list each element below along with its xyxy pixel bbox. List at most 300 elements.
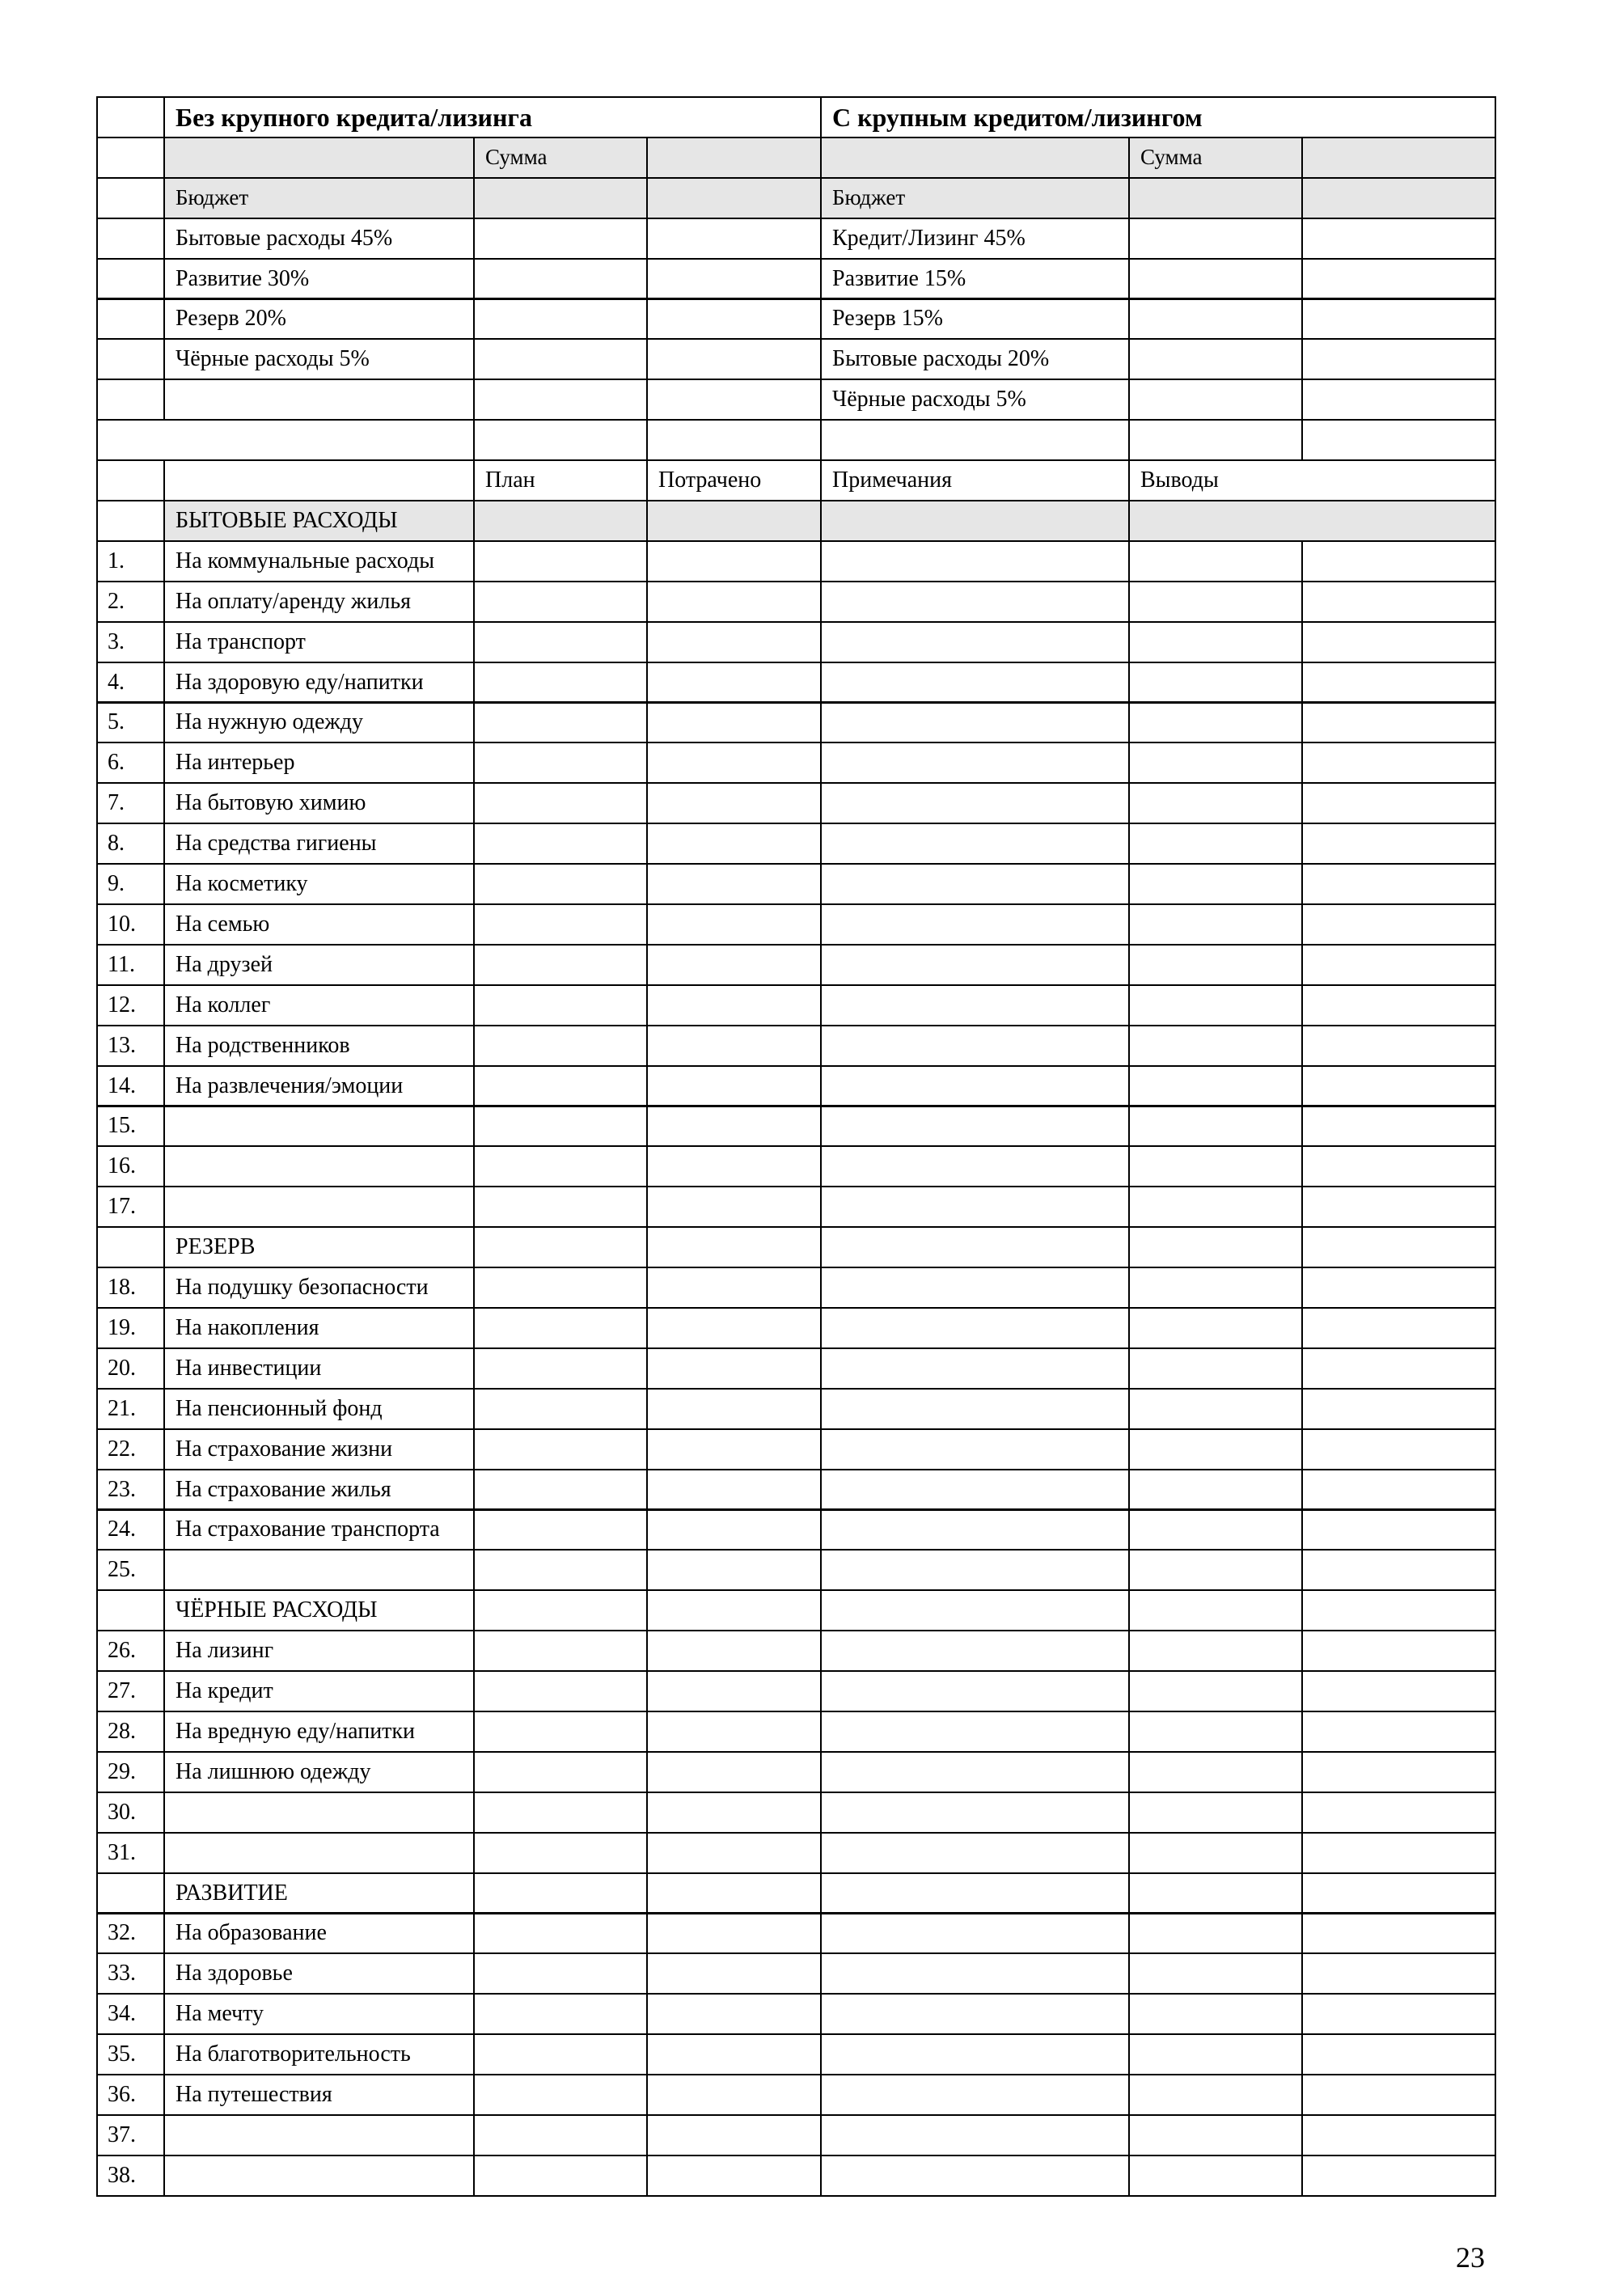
spent-input[interactable] [646,1993,822,2035]
conclusions-input[interactable] [1128,1025,1303,1067]
notes-input[interactable] [820,1711,1130,1753]
conclusions-extra-input[interactable] [1301,540,1496,582]
plan-input[interactable] [473,2033,648,2075]
table-cell [1301,1226,1496,1268]
spent-input[interactable] [646,581,822,623]
spent-input[interactable] [646,1630,822,1672]
notes-input[interactable] [820,1952,1130,1995]
expense-item-label: На интерьер [163,742,475,784]
table-cell [96,96,165,138]
notes-input[interactable] [820,1267,1130,1309]
conclusions-input[interactable] [1128,540,1303,582]
row-number: 20. [96,1347,165,1390]
conclusions-input[interactable] [1128,944,1303,986]
plan-input[interactable] [473,1106,648,1148]
conclusions-input[interactable] [1128,984,1303,1026]
spent-input[interactable] [646,1913,822,1955]
notes-input[interactable] [820,2155,1130,2197]
row-number: 3. [96,621,165,663]
table-cell [473,177,648,219]
table-cell [646,419,822,461]
conclusions-input[interactable] [1128,2114,1303,2156]
notes-input[interactable] [820,984,1130,1026]
conclusions-input[interactable] [1128,1307,1303,1349]
conclusions-extra-input[interactable] [1301,1993,1496,2035]
plan-input[interactable] [473,1307,648,1349]
spent-input[interactable] [646,903,822,946]
spent-input[interactable] [646,1145,822,1187]
plan-input[interactable] [473,1388,648,1430]
right-budget-label: Бюджет [820,177,1130,219]
spent-input[interactable] [646,1469,822,1511]
notes-input[interactable] [820,662,1130,704]
spent-input[interactable] [646,540,822,582]
plan-input[interactable] [473,1267,648,1309]
spent-input[interactable] [646,1347,822,1390]
expense-item-label: На развлечения/эмоции [163,1065,475,1107]
conclusions-extra-input[interactable] [1301,1711,1496,1753]
notes-input[interactable] [820,581,1130,623]
left-budget-extra-input[interactable] [646,218,822,260]
conclusions-input[interactable] [1128,863,1303,905]
right-budget-sum-input[interactable] [1128,338,1303,380]
plan-input[interactable] [473,1792,648,1834]
spent-input[interactable] [646,1428,822,1470]
conclusions-input[interactable] [1128,2074,1303,2116]
section-header: РЕЗЕРВ [163,1226,475,1268]
spent-input[interactable] [646,2074,822,2116]
spent-input[interactable] [646,1065,822,1107]
conclusions-extra-input[interactable] [1301,903,1496,946]
right-budget-extra-input[interactable] [1301,258,1496,300]
spent-input[interactable] [646,1832,822,1874]
expense-item-label: На мечту [163,1993,475,2035]
table-cell [1128,500,1496,542]
right-budget-extra-input[interactable] [1301,338,1496,380]
conclusions-input[interactable] [1128,621,1303,663]
table-cell [473,500,648,542]
conclusions-extra-input[interactable] [1301,1670,1496,1712]
conclusions-input[interactable] [1128,1751,1303,1793]
plan-input[interactable] [473,1347,648,1390]
plan-input[interactable] [473,944,648,986]
section-header: БЫТОВЫЕ РАСХОДЫ [163,500,475,542]
row-number: 19. [96,1307,165,1349]
table-cell [820,1589,1130,1631]
conclusions-input[interactable] [1128,702,1303,744]
conclusions-input[interactable] [1128,1428,1303,1470]
spent-input[interactable] [646,1186,822,1228]
notes-input[interactable] [820,782,1130,824]
conclusions-extra-input[interactable] [1301,2114,1496,2156]
conclusions-extra-input[interactable] [1301,2155,1496,2197]
table-cell [820,1872,1130,1914]
conclusions-extra-input[interactable] [1301,1509,1496,1551]
expense-item-label: На нужную одежду [163,702,475,744]
conclusions-extra-input[interactable] [1301,1428,1496,1470]
conclusions-input[interactable] [1128,1630,1303,1672]
notes-input[interactable] [820,1025,1130,1067]
notes-input[interactable] [820,1145,1130,1187]
conclusions-input[interactable] [1128,581,1303,623]
table-cell [163,137,475,179]
expense-item-label [163,1145,475,1187]
notes-input[interactable] [820,1469,1130,1511]
notes-input[interactable] [820,1630,1130,1672]
spent-input[interactable] [646,1106,822,1148]
expense-item-label: На здоровую еду/напитки [163,662,475,704]
spent-input[interactable] [646,1792,822,1834]
spent-input[interactable] [646,1751,822,1793]
plan-input[interactable] [473,1469,648,1511]
notes-input[interactable] [820,1388,1130,1430]
left-budget-extra-input[interactable] [646,298,822,341]
spent-input[interactable] [646,782,822,824]
table-cell [820,1226,1130,1268]
row-number: 27. [96,1670,165,1712]
conclusions-extra-input[interactable] [1301,1751,1496,1793]
conclusions-extra-input[interactable] [1301,1347,1496,1390]
conclusions-input[interactable] [1128,903,1303,946]
table-cell [1128,1226,1303,1268]
left-budget-sum-input[interactable] [473,338,648,380]
notes-input[interactable] [820,903,1130,946]
conclusions-extra-input[interactable] [1301,1832,1496,1874]
conclusions-extra-input[interactable] [1301,1792,1496,1834]
row-number: 1. [96,540,165,582]
conclusions-input[interactable] [1128,782,1303,824]
table-cell [1128,1589,1303,1631]
spent-input[interactable] [646,742,822,784]
plan-input[interactable] [473,1549,648,1591]
expense-item-label: На родственников [163,1025,475,1067]
expense-item-label [163,1832,475,1874]
table-cell [96,258,165,300]
conclusions-extra-input[interactable] [1301,1469,1496,1511]
notes-input[interactable] [820,1065,1130,1107]
spent-input[interactable] [646,1670,822,1712]
conclusions-input[interactable] [1128,1549,1303,1591]
notes-input[interactable] [820,944,1130,986]
left-scenario-title: Без крупного кредита/лизинга [163,96,822,138]
notes-input[interactable] [820,702,1130,744]
plan-input[interactable] [473,1952,648,1995]
conclusions-input[interactable] [1128,1106,1303,1148]
spent-input[interactable] [646,1549,822,1591]
notes-input[interactable] [820,823,1130,865]
conclusions-extra-input[interactable] [1301,1025,1496,1067]
plan-input[interactable] [473,621,648,663]
plan-input[interactable] [473,2155,648,2197]
conclusions-input[interactable] [1128,1065,1303,1107]
plan-input[interactable] [473,1428,648,1470]
plan-input[interactable] [473,984,648,1026]
plan-input[interactable] [473,581,648,623]
conclusions-input[interactable] [1128,1952,1303,1995]
row-number: 28. [96,1711,165,1753]
conclusions-input[interactable] [1128,1711,1303,1753]
notes-input[interactable] [820,2033,1130,2075]
expense-item-label [163,1549,475,1591]
notes-input[interactable] [820,742,1130,784]
plan-input[interactable] [473,540,648,582]
left-budget-sum-input[interactable] [473,298,648,341]
right-budget-sum-input[interactable] [1128,218,1303,260]
notes-input[interactable] [820,1993,1130,2035]
table-cell [96,1872,165,1914]
conclusions-extra-input[interactable] [1301,2074,1496,2116]
expense-item-label: На страхование жилья [163,1469,475,1511]
plan-input[interactable] [473,1025,648,1067]
conclusions-extra-input[interactable] [1301,1630,1496,1672]
spent-input[interactable] [646,2155,822,2197]
notes-input[interactable] [820,1549,1130,1591]
table-cell [820,419,1130,461]
spent-input[interactable] [646,1952,822,1995]
notes-input[interactable] [820,1751,1130,1793]
right-budget-extra-input[interactable] [1301,298,1496,341]
left-budget-sum-input[interactable] [473,218,648,260]
left-budget-extra-input[interactable] [646,379,822,421]
row-number: 12. [96,984,165,1026]
spent-input[interactable] [646,662,822,704]
conclusions-extra-input[interactable] [1301,662,1496,704]
conclusions-input[interactable] [1128,1347,1303,1390]
conclusions-extra-input[interactable] [1301,1952,1496,1995]
expense-item-label: На вредную еду/напитки [163,1711,475,1753]
spent-input[interactable] [646,1025,822,1067]
table-cell [646,177,822,219]
left-budget-item: Развитие 30% [163,258,475,300]
plan-input[interactable] [473,1913,648,1955]
left-budget-sum-input[interactable] [473,379,648,421]
conclusions-extra-input[interactable] [1301,1913,1496,1955]
plan-input[interactable] [473,1186,648,1228]
notes-input[interactable] [820,540,1130,582]
spent-input[interactable] [646,1711,822,1753]
plan-input[interactable] [473,2074,648,2116]
spent-input[interactable] [646,621,822,663]
section-header: ЧЁРНЫЕ РАСХОДЫ [163,1589,475,1631]
conclusions-input[interactable] [1128,662,1303,704]
table-cell [96,459,165,501]
row-number: 35. [96,2033,165,2075]
plan-input[interactable] [473,1711,648,1753]
row-number: 13. [96,1025,165,1067]
right-budget-item: Бытовые расходы 20% [820,338,1130,380]
plan-column-header: План [473,459,648,501]
notes-column-header: Примечания [820,459,1130,501]
conclusions-input[interactable] [1128,1913,1303,1955]
row-number: 33. [96,1952,165,1995]
expense-item-label [163,1792,475,1834]
table-cell [1128,419,1303,461]
conclusions-input[interactable] [1128,1186,1303,1228]
table-cell [1301,177,1496,219]
conclusions-extra-input[interactable] [1301,1267,1496,1309]
left-budget-item [163,379,475,421]
conclusions-extra-input[interactable] [1301,1388,1496,1430]
expense-item-label: На лишнюю одежду [163,1751,475,1793]
table-cell [820,137,1130,179]
table-cell [473,419,648,461]
notes-input[interactable] [820,1347,1130,1390]
spent-input[interactable] [646,2114,822,2156]
notes-input[interactable] [820,1792,1130,1834]
spent-input[interactable] [646,944,822,986]
left-budget-extra-input[interactable] [646,258,822,300]
notes-input[interactable] [820,2114,1130,2156]
spent-input[interactable] [646,1509,822,1551]
conclusions-input[interactable] [1128,1509,1303,1551]
conclusions-extra-input[interactable] [1301,1549,1496,1591]
spent-input[interactable] [646,1267,822,1309]
conclusions-extra-input[interactable] [1301,581,1496,623]
conclusions-extra-input[interactable] [1301,984,1496,1026]
table-cell [96,419,475,461]
plan-input[interactable] [473,823,648,865]
conclusions-extra-input[interactable] [1301,944,1496,986]
plan-input[interactable] [473,863,648,905]
conclusions-extra-input[interactable] [1301,1065,1496,1107]
table-cell [1301,1589,1496,1631]
expense-item-label: На подушку безопасности [163,1267,475,1309]
plan-input[interactable] [473,702,648,744]
expense-item-label: На накопления [163,1307,475,1349]
plan-input[interactable] [473,742,648,784]
expense-item-label: На транспорт [163,621,475,663]
conclusions-extra-input[interactable] [1301,742,1496,784]
plan-input[interactable] [473,1832,648,1874]
conclusions-extra-input[interactable] [1301,1145,1496,1187]
table-cell [473,1589,648,1631]
conclusions-input[interactable] [1128,1792,1303,1834]
notes-input[interactable] [820,1186,1130,1228]
conclusions-extra-input[interactable] [1301,823,1496,865]
spent-input[interactable] [646,1388,822,1430]
expense-item-label: На кредит [163,1670,475,1712]
plan-input[interactable] [473,1509,648,1551]
plan-input[interactable] [473,1670,648,1712]
left-budget-extra-input[interactable] [646,338,822,380]
conclusions-extra-input[interactable] [1301,702,1496,744]
spent-input[interactable] [646,702,822,744]
row-number: 9. [96,863,165,905]
conclusions-extra-input[interactable] [1301,1307,1496,1349]
conclusions-extra-input[interactable] [1301,1106,1496,1148]
plan-input[interactable] [473,2114,648,2156]
table-cell [96,177,165,219]
expense-item-label: На путешествия [163,2074,475,2116]
conclusions-input[interactable] [1128,2155,1303,2197]
left-budget-sum-input[interactable] [473,258,648,300]
notes-input[interactable] [820,1913,1130,1955]
conclusions-input[interactable] [1128,1993,1303,2035]
expense-item-label: На средства гигиены [163,823,475,865]
table-cell [1128,177,1303,219]
table-cell [820,500,1130,542]
spent-input[interactable] [646,984,822,1026]
right-scenario-title: С крупным кредитом/лизингом [820,96,1496,138]
conclusions-extra-input[interactable] [1301,621,1496,663]
row-number: 2. [96,581,165,623]
notes-input[interactable] [820,1428,1130,1470]
conclusions-input[interactable] [1128,1388,1303,1430]
row-number: 21. [96,1388,165,1430]
plan-input[interactable] [473,1065,648,1107]
notes-input[interactable] [820,1509,1130,1551]
row-number: 31. [96,1832,165,1874]
plan-input[interactable] [473,1145,648,1187]
right-budget-sum-input[interactable] [1128,379,1303,421]
conclusions-input[interactable] [1128,823,1303,865]
right-budget-extra-input[interactable] [1301,379,1496,421]
notes-input[interactable] [820,621,1130,663]
table-cell [96,338,165,380]
spent-input[interactable] [646,2033,822,2075]
conclusions-input[interactable] [1128,1469,1303,1511]
row-number: 34. [96,1993,165,2035]
row-number: 10. [96,903,165,946]
table-cell [96,298,165,341]
expense-item-label: На пенсионный фонд [163,1388,475,1430]
plan-input[interactable] [473,1993,648,2035]
right-budget-extra-input[interactable] [1301,218,1496,260]
conclusions-input[interactable] [1128,2033,1303,2075]
row-number: 32. [96,1913,165,1955]
conclusions-input[interactable] [1128,1145,1303,1187]
plan-input[interactable] [473,782,648,824]
row-number: 17. [96,1186,165,1228]
row-number: 37. [96,2114,165,2156]
conclusions-input[interactable] [1128,742,1303,784]
plan-input[interactable] [473,903,648,946]
page-number: 23 [1456,2241,1485,2274]
notes-input[interactable] [820,1670,1130,1712]
table-cell [96,500,165,542]
expense-item-label: На страхование жизни [163,1428,475,1470]
plan-input[interactable] [473,1751,648,1793]
table-cell [96,218,165,260]
spent-input[interactable] [646,823,822,865]
conclusions-input[interactable] [1128,1832,1303,1874]
spent-input[interactable] [646,863,822,905]
table-cell [646,1872,822,1914]
table-cell [1301,1872,1496,1914]
conclusions-extra-input[interactable] [1301,782,1496,824]
notes-input[interactable] [820,863,1130,905]
right-budget-sum-input[interactable] [1128,258,1303,300]
notes-input[interactable] [820,1106,1130,1148]
notes-input[interactable] [820,1307,1130,1349]
spent-input[interactable] [646,1307,822,1349]
table-cell [473,1226,648,1268]
right-budget-sum-input[interactable] [1128,298,1303,341]
notes-input[interactable] [820,2074,1130,2116]
notes-input[interactable] [820,1832,1130,1874]
plan-input[interactable] [473,1630,648,1672]
conclusions-input[interactable] [1128,1267,1303,1309]
row-number: 11. [96,944,165,986]
row-number: 22. [96,1428,165,1470]
plan-input[interactable] [473,662,648,704]
row-number: 15. [96,1106,165,1148]
row-number: 4. [96,662,165,704]
conclusions-extra-input[interactable] [1301,863,1496,905]
conclusions-extra-input[interactable] [1301,1186,1496,1228]
conclusions-extra-input[interactable] [1301,2033,1496,2075]
conclusions-input[interactable] [1128,1670,1303,1712]
